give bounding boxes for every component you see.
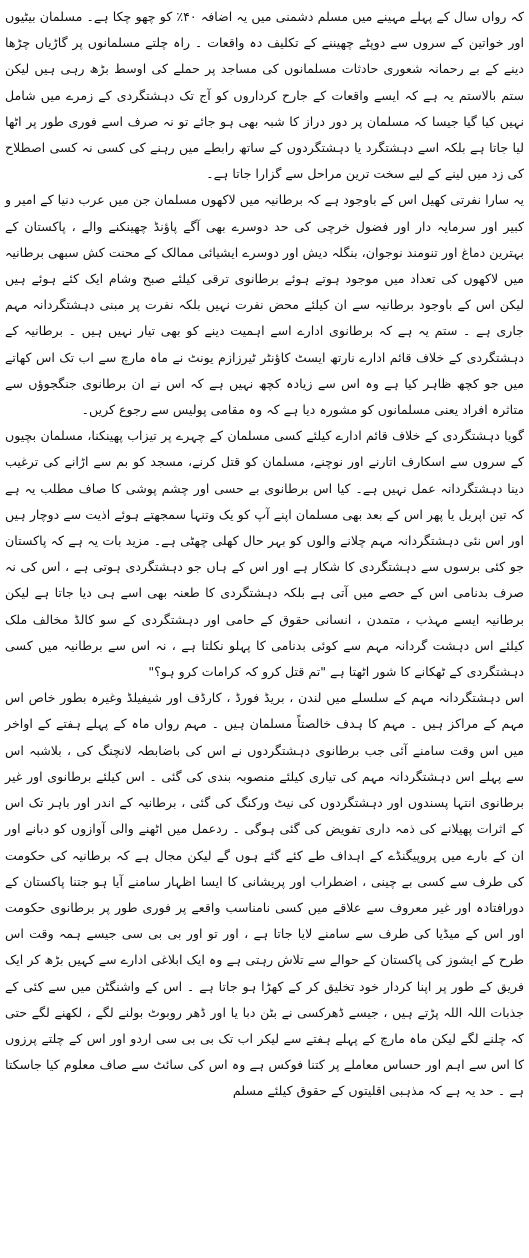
article-paragraph-3: گویا دہشتگردی کے خلاف قائم ادارے کیلئے کسی مسلمان کے چہرے پر تیزاب پھینکنا، مسلمان بچیوں کے سروں سے اسکارف اتارنے اور نوچنے، مسلمان کو قتل کرنے، مسجد کو بم سے اڑانے کی ترغیب دینا دہشتگردانہ عمل نہیں ہے۔ کیا اس برطانوی بے حسی اور چشم پوشی کا صاف مطلب یہ ہے کہ تین اپریل یا پھر اس کے بعد بھی مسلمان اپنے آپ کو یک وتنہا سمجھتے ہوئے اذیت سے دوچار ہیں اور اس نئی دہشتگردانہ مہم چلانے والوں کو بہر حال کھلی چھٹی ہے۔ مزید بات یہ ہے کہ پاکستان جو کئی برسوں سے دہشتگردی کا شکار ہے اور اس کے ہاں جو دہشتگردی ہوتی ہے ، اس کی نہ صرف بدنامی اس کے حصے میں آتی ہے بلکہ دہشتگردی کا طعنہ بھی اسے ہی دیا جاتا ہے لیکن برطانیہ ایسے مہذب ، متمدن ، انسانی حقوق کے حامی اور دہشتگردی کے سو کالڈ مخالف ملک کیلئے اس دہشت گردانہ مہم سے کوئی بدنامی کا پہلو نکلتا ہے ، نہ اس سے برطانیہ میں کسی دہشتگردی کے ٹھکانے کا شور اٹھتا ہے "تم قتل کرو کہ کرامات کرو ہو؟" xyxy=(5,428,524,680)
article-paragraph-2: یہ سارا نفرتی کھیل اس کے باوجود ہے کہ برطانیہ میں لاکھوں مسلمان جن میں عرب دنیا کے امیر و کبیر اور سرمایہ دار اور فضول خرچی کی حد دوسرے بھی آگے پاؤنڈ چھینکنے والے ، پاکستان کے بہترین دماغ اور تنومند نوجوان، بنگلہ دیش اور دوسرے ایشیائی ممالک کے محنت کش سبھی برطانیہ میں لاکھوں کی تعداد میں موجود ہوتے ہوئے برطانوی ترقی کیلئے صبح وشام ایک کئے ہوئے ہیں لیکن اس کے باوجود برطانیہ سے ان کیلئے محض نفرت نہیں بلکہ نفرت پر مبنی دہشتگردانہ مہم جاری ہے ۔ ستم یہ ہے کہ برطانوی ادارے اسے اہمیت دینے کو بھی تیار نہیں ہیں ۔ برطانیہ کے دہشتگردی کے خلاف قائم ادارے نارتھ ایسٹ کاؤنٹر ٹیرزازم یونٹ نے ماہ مارچ سے اب تک اس کھاتے میں جو کچھ ظاہر کیا ہے وہ اس سے زیادہ کچھ نہیں ہے کہ اس نے ان برطانوی جنگجوؤں سے متاثرہ افراد یعنی مسلمانوں کو مشورہ دیا ہے کہ وہ مقامی پولیس سے رجوع کریں۔ xyxy=(5,192,524,418)
article-paragraph-1: کہ رواں سال کے پہلے مہینے میں مسلم دشمنی میں یہ اضافہ ۴۰٪ کو چھو چکا ہے۔ مسلمان بیٹیوں اور خواتین کے سروں سے دوپٹے چھیننے کے تکلیف دہ واقعات ۔ راہ چلتے مسلمانوں پر گاڑیاں چڑھا دینے کے بے رحمانہ شعوری حادثات مسلمانوں کی مساجد پر حملے کی اوسط بڑھ رہی ہیں لیکن ستم بالاستم یہ ہے کہ ایسے واقعات کے جارح کرداروں کو آج تک دہشتگردی کے زمرے میں شامل نہیں کیا گیا جیسا کہ مسلمان پر دور دراز کا شبہ بھی ہو جائے تو نہ صرف اسے فوری طور پر اٹھا لیا جاتا ہے بلکہ اسے دہشتگرد یا دہشتگردوں کے ساتھ رابطے میں رہنے کی کسی نہ کسی اصطلاح کی زد میں لینے کے لیے سخت ترین مراحل سے گزارا جاتا ہے۔ xyxy=(5,9,525,182)
article-paragraph-4: اس دہشتگردانہ مہم کے سلسلے میں لندن ، بریڈ فورڈ ، کارڈف اور شیفیلڈ وغیرہ بطور خاص اس مہم کے مراکز ہیں ۔ مہم کا ہدف خالصتاً مسلمان ہیں ۔ مہم رواں ماہ کے پہلے ہفتے کے اواخر میں اس وقت سامنے آئی جب برطانوی دہشتگردوں نے اس کی باضابطہ لانچنگ کی ، بلاشبہ اس سے پہلے اس دہشتگردانہ مہم کی تیاری کیلئے منصوبہ بندی کی گئی ۔ اس کیلئے برطانوی اور غیر برطانوی انتہا پسندوں اور دہشتگردوں کی نیٹ ورکنگ کی گئی ، برطانیہ کے اندر اور باہر تک اس کے اثرات پھیلانے کی ذمہ داری تفویض کی گئی ہوگی ۔ ردعمل میں اٹھنے والی آوازوں کو دبانے اور ان کے بارے میں پروپیگنڈے کے اہداف طے کئے گئے ہوں گے لیکن مجال ہے کہ برطانیہ کی حکومت کی طرف سے کسی بے چینی ، اضطراب اور پریشانی کا ایسا اظہار سامنے آیا ہو جتنا پاکستان کے دورافتادہ اور غیر معروف سے علاقے میں کسی نامناسب واقعے پر فوری طور پر برطانوی حکومت اور اس کے میڈیا کی طرف سے سامنے لایا جاتا ہے ، اور تو اور بی بی سی جیسے ہمہ وقت اس طرح کے ایشوز کی پاکستان کے حوالے سے تلاش رہتی ہے وہ ایک ابلاغی ادارے سے کہیں بڑھ کر ایک فریق کے طور پر اپنا کردار خود تخلیق کر کے کھڑا ہو جاتا ہے ۔ اس کے واشنگٹن میں سے کئی کے جذبات اللہ اللہ پڑتے ہیں ، جیسے ڈھرکسی نے بٹن دبا یا اور ڈھر روبوٹ بولنے لگے ، لکھنے لگے حتی کہ چلنے لگے لیکن ماہ مارچ کے پہلے ہفتے سے لیکر اب تک بی بی سی اردو اور اس کے چلتے پرزوں کا اس سے اہم اور حساس معاملے پر کتنا فوکس ہے وہ اس کی سائٹ سے صاف معلوم کیا جاسکتا ہے ۔ حد یہ ہے کہ مذہبی اقلیتوں کے حقوق کیلئے مسلم xyxy=(5,690,524,1099)
